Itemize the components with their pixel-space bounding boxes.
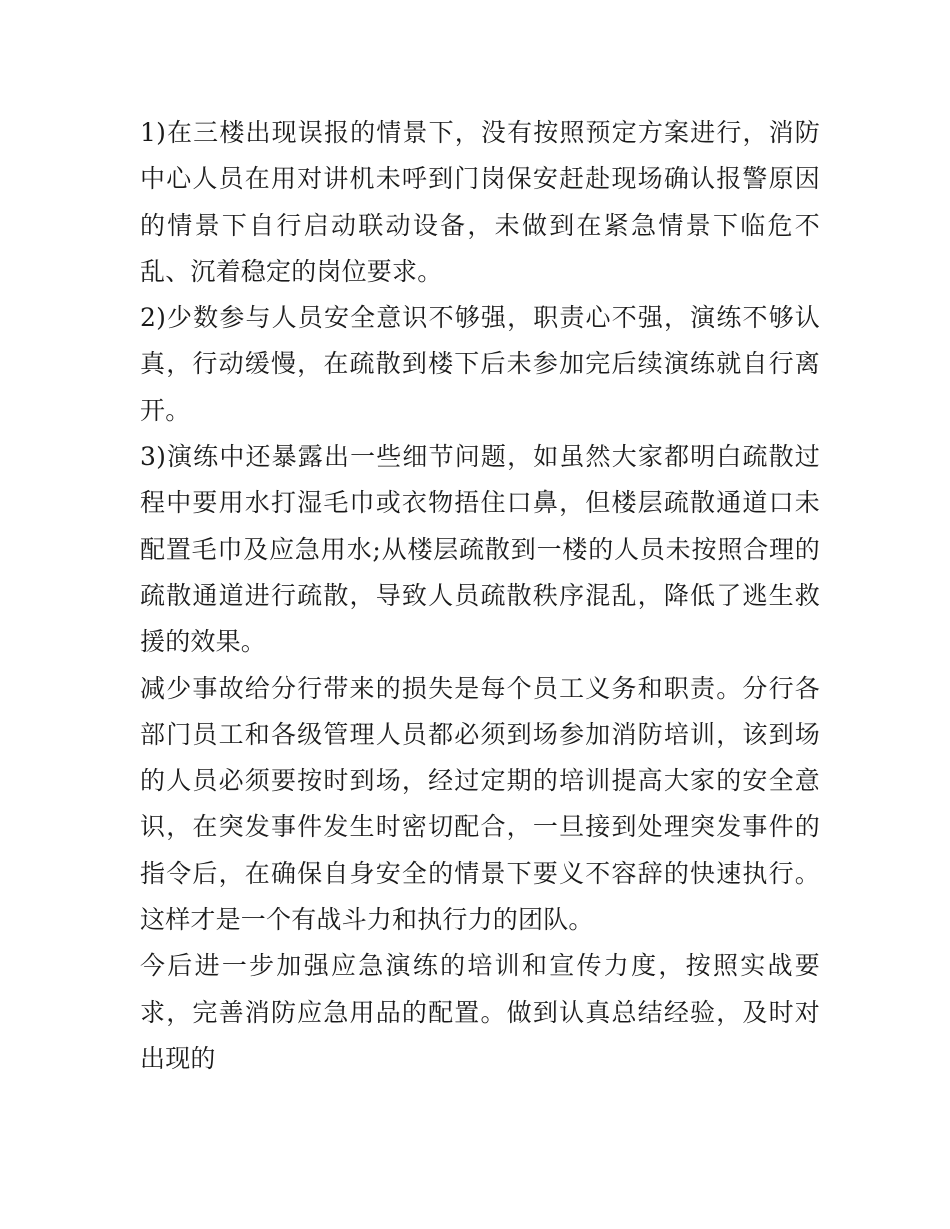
paragraph-issue-3: 3)演练中还暴露出一些细节问题，如虽然大家都明白疏散过程中要用水打湿毛巾或衣物捂住口鼻，但楼层疏散通道口未配置毛巾及应急用水;从楼层疏散到一楼的人员未按照合理的疏散通道进行疏散，导致人员疏散秩序混乱，降低了逃生救援的效果。: [140, 442, 820, 657]
document-body: [140, 110, 820, 1082]
paragraph-responsibility: 减少事故给分行带来的损失是每个员工义务和职责。分行各部门员工和各级管理人员都必须到场参加消防培训，该到场的人员必须要按时到场，经过定期的培训提高大家的安全意识，在突发事件发生时密切配合，一旦接到处理突发事件的指令后，在确保自身安全的情景下要义不容辞的快速执行。这样才是一个有战斗力和执行力的团队。: [140, 673, 820, 935]
paragraph-future-plan: 今后进一步加强应急演练的培训和宣传力度，按照实战要求，完善消防应急用品的配置。做到认真总结经验，及时对出现的: [140, 951, 820, 1073]
paragraph-issue-1: 1)在三楼出现误报的情景下，没有按照预定方案进行，消防中心人员在用对讲机未呼到门岗保安赶赴现场确认报警原因的情景下自行启动联动设备，未做到在紧急情景下临危不乱、沉着稳定的岗位要求。: [140, 118, 820, 286]
paragraph-issue-2: 2)少数参与人员安全意识不够强，职责心不强，演练不够认真，行动缓慢，在疏散到楼下后未参加完后续演练就自行离开。: [140, 303, 820, 425]
